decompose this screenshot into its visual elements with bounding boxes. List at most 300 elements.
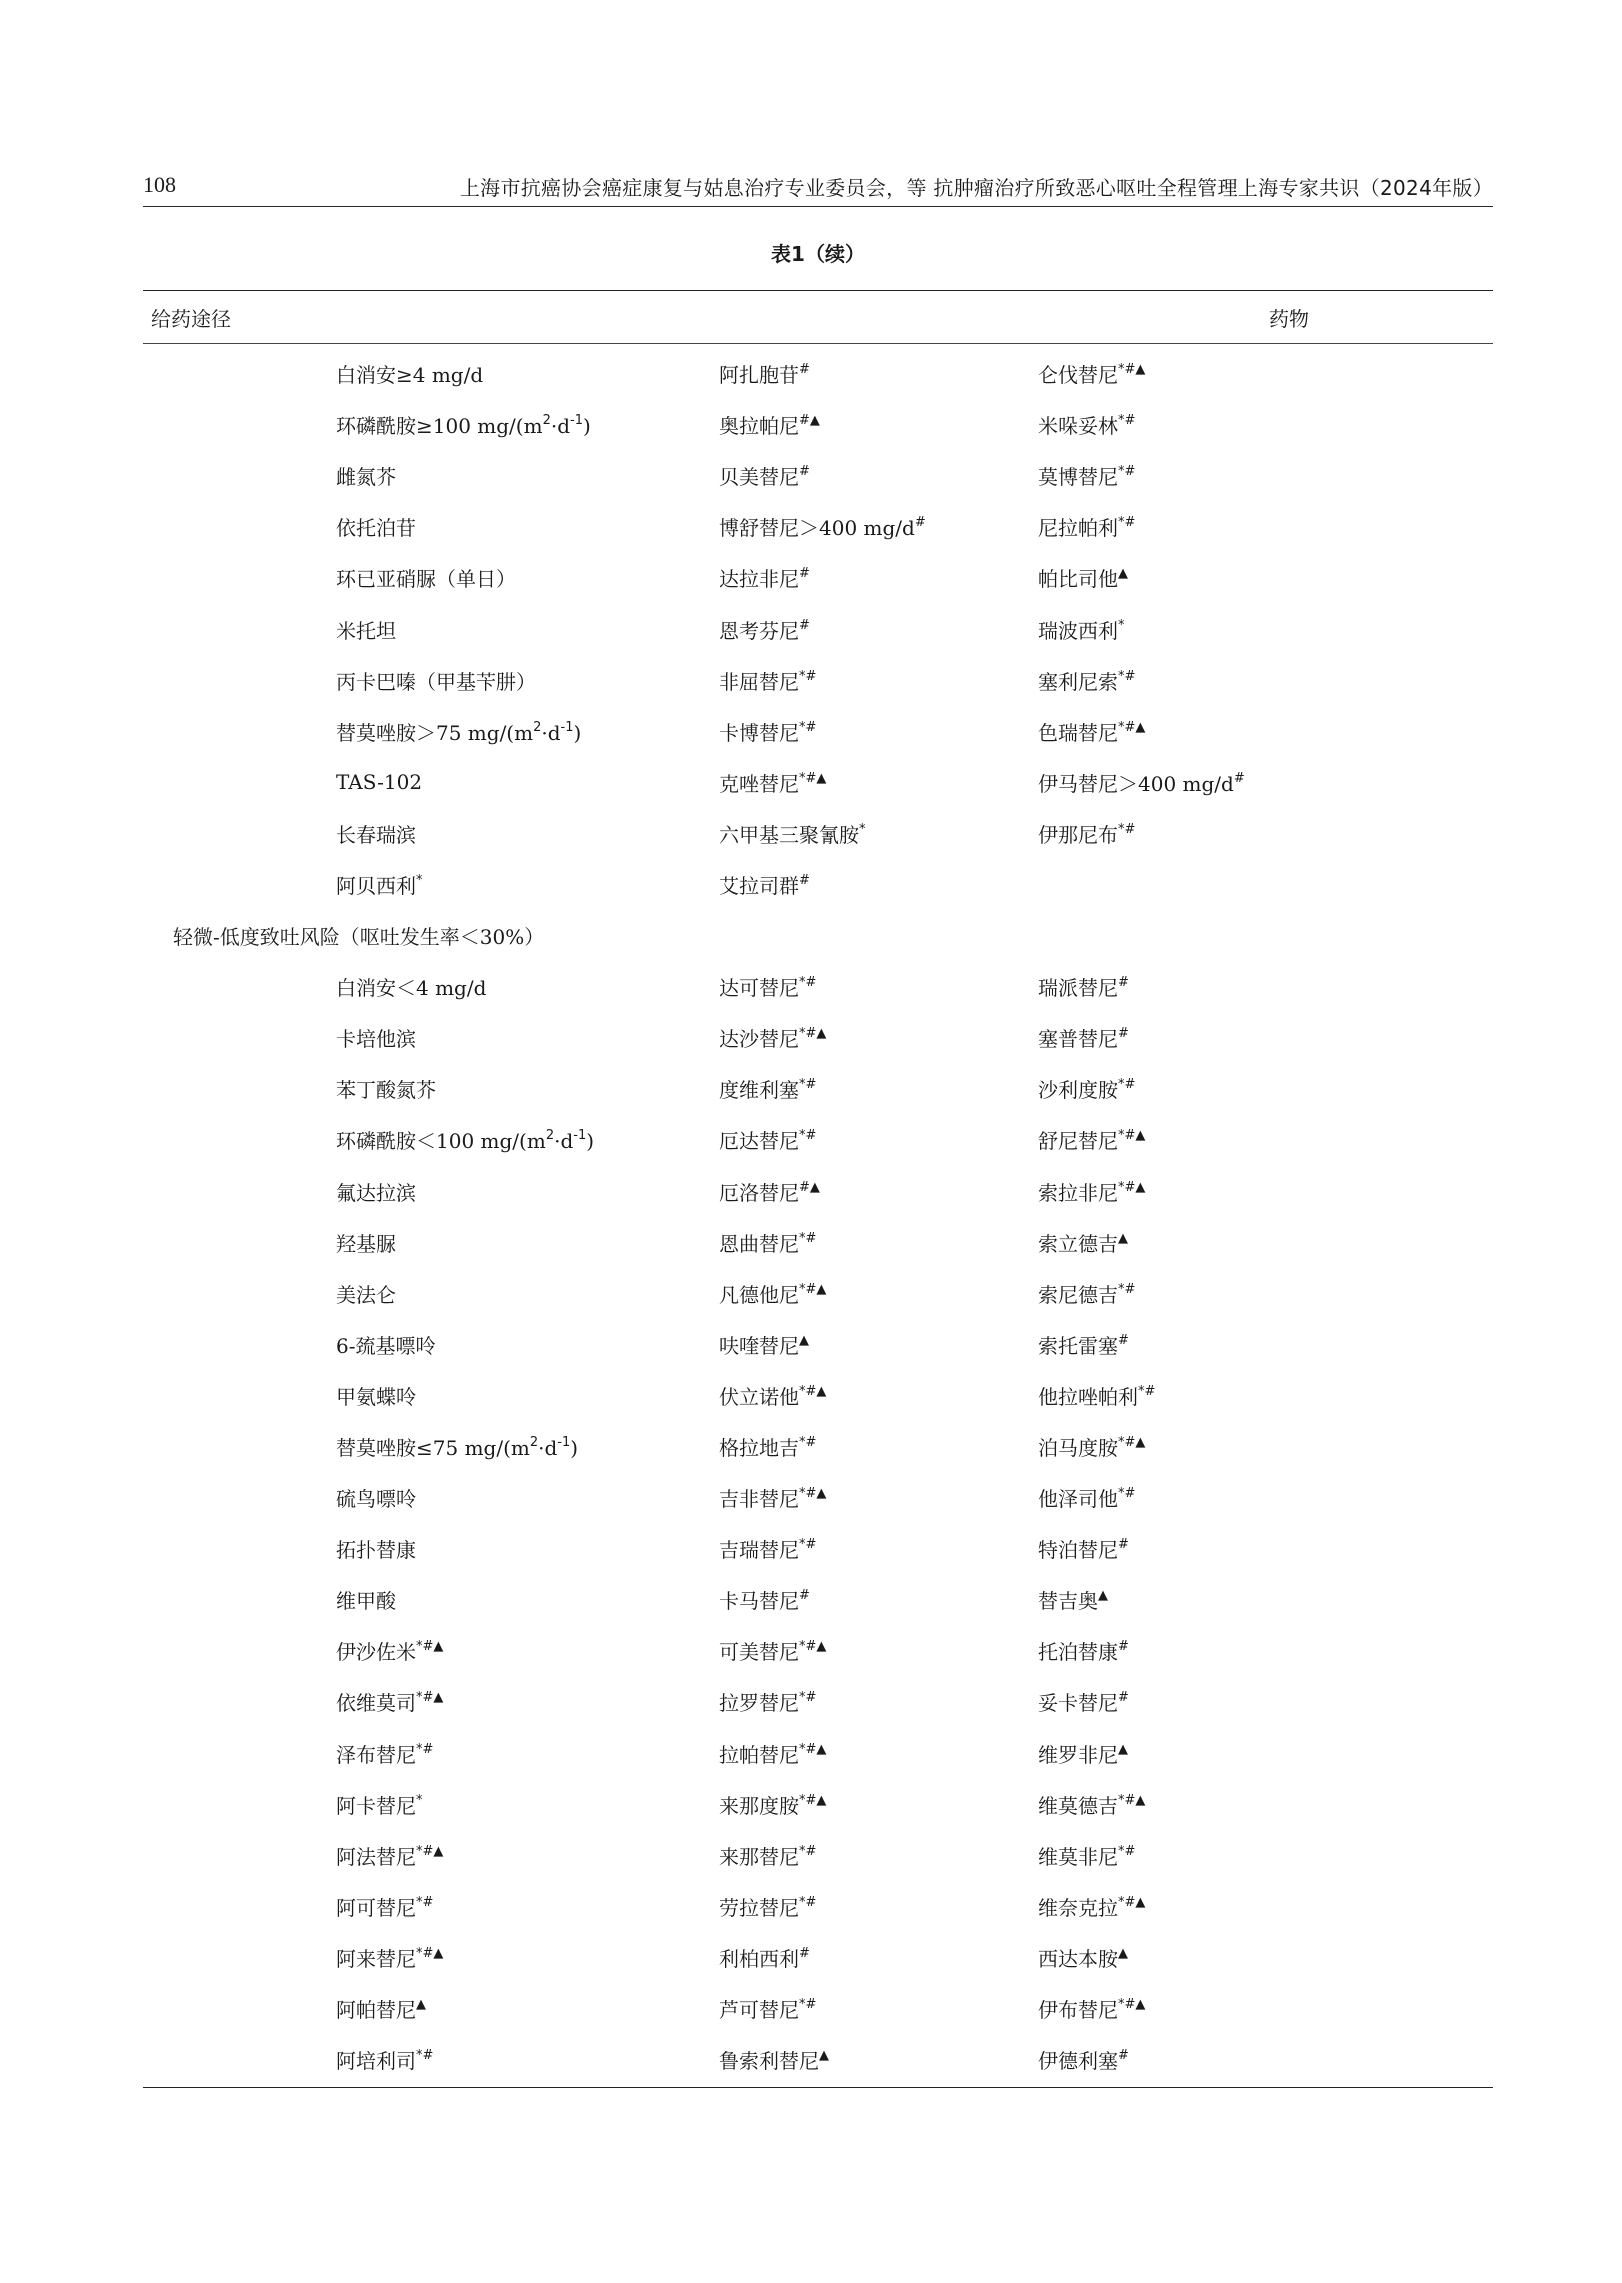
annotation-mark: *#▲ bbox=[1118, 1792, 1146, 1808]
annotation-mark: 2 bbox=[545, 1128, 555, 1144]
annotation-mark: # bbox=[799, 1945, 810, 1961]
annotation-mark: # bbox=[799, 362, 810, 378]
annotation-mark: # bbox=[799, 464, 810, 480]
route-drug-cell bbox=[143, 1268, 719, 1319]
annotation-mark: # bbox=[1118, 1690, 1129, 1706]
drug-name: 色瑞替尼 bbox=[1038, 720, 1118, 745]
drug-name: 拉帕替尼 bbox=[719, 1742, 799, 1767]
drug-cell-col2 bbox=[719, 1370, 1038, 1421]
drug-name: 替吉奥 bbox=[1038, 1589, 1098, 1614]
drug-name: 拓扑替康 bbox=[336, 1538, 416, 1563]
annotation-mark: *# bbox=[416, 1894, 434, 1910]
unit-exponent: -1 bbox=[557, 1435, 571, 1451]
drug-cell-col2 bbox=[719, 1881, 1038, 1932]
route-drug-cell bbox=[143, 1166, 719, 1217]
drug-cell-col3 bbox=[1038, 1217, 1493, 1268]
annotation-mark: *# bbox=[799, 1894, 817, 1910]
drug-name: 氟达拉滨 bbox=[336, 1180, 416, 1205]
annotation-mark: *#▲ bbox=[799, 1486, 827, 1502]
route-drug-cell bbox=[143, 399, 719, 450]
drug-name: 贝美替尼 bbox=[719, 465, 799, 490]
drug-cell-col3 bbox=[1038, 1932, 1493, 1983]
annotation-mark: *# bbox=[799, 1128, 817, 1144]
route-drug-cell bbox=[143, 501, 719, 552]
drug-name: 美法仑 bbox=[336, 1282, 396, 1307]
table-row bbox=[143, 450, 1493, 501]
annotation-mark: *# bbox=[1118, 821, 1136, 837]
drug-cell-col3 bbox=[1038, 1012, 1493, 1063]
route-drug-cell bbox=[143, 1574, 719, 1625]
annotation-mark: # bbox=[799, 617, 810, 633]
table-row bbox=[143, 706, 1493, 757]
annotation-mark: ▲ bbox=[819, 2048, 829, 2064]
table-row bbox=[143, 1166, 1493, 1217]
table-row bbox=[143, 961, 1493, 1012]
route-drug-cell bbox=[143, 1983, 719, 2034]
drug-name: 莫博替尼 bbox=[1038, 465, 1118, 490]
drug-name: 来那度胺 bbox=[719, 1793, 799, 1818]
annotation-mark: *# bbox=[1118, 515, 1136, 531]
drug-cell-col3 bbox=[1038, 961, 1493, 1012]
drug-name: 维奈克拉 bbox=[1038, 1895, 1118, 1920]
table-row bbox=[143, 501, 1493, 552]
route-drug-cell bbox=[143, 808, 719, 859]
annotation-mark: * bbox=[1118, 617, 1125, 633]
drug-name: 阿可替尼 bbox=[336, 1895, 416, 1920]
drug-cell-col2 bbox=[719, 1472, 1038, 1523]
annotation-mark: *#▲ bbox=[799, 1741, 827, 1757]
running-title: 上海市抗癌协会癌症康复与姑息治疗专业委员会，等 抗肿瘤治疗所致恶心呕吐全程管理上海专家共识（2024年版） bbox=[459, 176, 1493, 200]
drug-cell-col2 bbox=[719, 1063, 1038, 1114]
annotation-mark: *# bbox=[1118, 413, 1136, 429]
drug-cell-col3 bbox=[1038, 1881, 1493, 1932]
annotation-mark: *#▲ bbox=[1118, 362, 1146, 378]
annotation-mark: *# bbox=[1138, 1383, 1156, 1399]
annotation-mark: *#▲ bbox=[416, 1945, 444, 1961]
annotation-mark: *#▲ bbox=[1118, 1128, 1146, 1144]
table-row bbox=[143, 1319, 1493, 1370]
unit-text: ·d bbox=[554, 1129, 574, 1154]
drug-cell-col3 bbox=[1038, 1676, 1493, 1727]
drug-cell-col2 bbox=[719, 603, 1038, 654]
drug-table bbox=[143, 290, 1493, 2088]
annotation-mark: #▲ bbox=[799, 413, 820, 429]
annotation-mark: 2 bbox=[533, 719, 542, 735]
drug-name: 劳拉替尼 bbox=[719, 1895, 799, 1920]
drug-name: 雌氮芥 bbox=[336, 465, 396, 490]
drug-name: 达可替尼 bbox=[719, 976, 799, 1001]
table-row bbox=[143, 1217, 1493, 1268]
drug-cell-col3 bbox=[1038, 859, 1493, 910]
annotation-mark: ▲ bbox=[1118, 1945, 1128, 1961]
annotation-mark: # bbox=[1118, 1332, 1129, 1348]
annotation-mark: # bbox=[799, 872, 810, 888]
route-drug-cell bbox=[143, 1779, 719, 1830]
annotation-mark: # bbox=[799, 1588, 810, 1604]
table-row bbox=[143, 1779, 1493, 1830]
drug-name: 依托泊苷 bbox=[336, 516, 416, 541]
drug-cell-col3 bbox=[1038, 399, 1493, 450]
annotation-mark: *# bbox=[799, 1435, 817, 1451]
drug-cell-col2 bbox=[719, 1625, 1038, 1676]
drug-name: 瑞派替尼 bbox=[1038, 976, 1118, 1001]
drug-cell-col3 bbox=[1038, 344, 1493, 400]
drug-cell-col3 bbox=[1038, 1370, 1493, 1421]
annotation-mark: *# bbox=[1118, 668, 1136, 684]
drug-cell-col3 bbox=[1038, 1728, 1493, 1779]
drug-name: 六甲基三聚氰胺 bbox=[719, 822, 859, 847]
drug-cell-col3 bbox=[1038, 1421, 1493, 1472]
column-header-drug: 药物 bbox=[719, 291, 1493, 344]
table-row bbox=[143, 603, 1493, 654]
annotation-mark: # bbox=[1118, 1026, 1129, 1042]
table-row bbox=[143, 552, 1493, 603]
annotation-mark: *# bbox=[799, 1077, 817, 1093]
unit-text: ·d bbox=[550, 414, 571, 439]
drug-cell-col3 bbox=[1038, 1830, 1493, 1881]
table-header-row bbox=[143, 291, 1493, 344]
annotation-mark: *#▲ bbox=[1118, 1435, 1146, 1451]
annotation-mark: *#▲ bbox=[799, 1281, 827, 1297]
route-drug-cell bbox=[143, 1472, 719, 1523]
drug-name: 非屈替尼 bbox=[719, 669, 799, 694]
drug-cell-col2 bbox=[719, 1114, 1038, 1165]
drug-name: 拉罗替尼 bbox=[719, 1691, 799, 1716]
unit-exponent: -1 bbox=[560, 719, 574, 735]
drug-name: 索拉非尼 bbox=[1038, 1180, 1118, 1205]
drug-name: 阿卡替尼 bbox=[336, 1793, 416, 1818]
drug-cell-col2 bbox=[719, 1574, 1038, 1625]
table-row bbox=[143, 1472, 1493, 1523]
drug-name: 吉非替尼 bbox=[719, 1487, 799, 1512]
drug-cell-col3 bbox=[1038, 1625, 1493, 1676]
drug-cell-col3 bbox=[1038, 501, 1493, 552]
table-row bbox=[143, 1268, 1493, 1319]
table-row bbox=[143, 1881, 1493, 1932]
table-row bbox=[143, 399, 1493, 450]
drug-cell-col2 bbox=[719, 1983, 1038, 2034]
route-drug-cell bbox=[143, 450, 719, 501]
annotation-mark: *#▲ bbox=[799, 1639, 827, 1655]
drug-cell-col2 bbox=[719, 808, 1038, 859]
annotation-mark: # bbox=[1118, 975, 1129, 991]
annotation-mark: ▲ bbox=[1098, 1588, 1108, 1604]
drug-name: 凡德他尼 bbox=[719, 1282, 799, 1307]
drug-name: 博舒替尼＞400 mg/d bbox=[719, 516, 915, 541]
drug-name: 阿培利司 bbox=[336, 2049, 416, 2074]
drug-name: 恩考芬尼 bbox=[719, 618, 799, 643]
annotation-mark: ▲ bbox=[1118, 566, 1128, 582]
table-row bbox=[143, 2034, 1493, 2088]
annotation-mark: *# bbox=[799, 719, 817, 735]
annotation-mark: *# bbox=[799, 1843, 817, 1859]
drug-cell-col2 bbox=[719, 1728, 1038, 1779]
drug-cell-col2 bbox=[719, 1012, 1038, 1063]
drug-name: 羟基脲 bbox=[336, 1231, 396, 1256]
annotation-mark: # bbox=[1118, 1639, 1129, 1655]
drug-name: 妥卡替尼 bbox=[1038, 1691, 1118, 1716]
route-drug-cell bbox=[143, 1676, 719, 1727]
drug-name: 维莫非尼 bbox=[1038, 1844, 1118, 1869]
drug-name: 他拉唑帕利 bbox=[1038, 1384, 1138, 1409]
drug-name: 替莫唑胺＞75 mg/(m bbox=[336, 720, 534, 745]
route-drug-cell bbox=[143, 1370, 719, 1421]
drug-name: 来那替尼 bbox=[719, 1844, 799, 1869]
table-row bbox=[143, 1932, 1493, 1983]
drug-name: 伊布替尼 bbox=[1038, 1998, 1118, 2023]
drug-name: 瑞波西利 bbox=[1038, 618, 1118, 643]
table-row bbox=[143, 757, 1493, 808]
drug-cell-col2 bbox=[719, 1830, 1038, 1881]
drug-name: 沙利度胺 bbox=[1038, 1078, 1118, 1103]
annotation-mark: 2 bbox=[529, 1435, 539, 1451]
route-drug-cell bbox=[143, 655, 719, 706]
drug-cell-col3 bbox=[1038, 808, 1493, 859]
annotation-mark: ▲ bbox=[416, 1997, 426, 2013]
annotation-mark: *# bbox=[799, 1690, 817, 1706]
drug-name: 丙卡巴嗪（甲基苄肼） bbox=[336, 669, 536, 694]
unit-text: ) bbox=[582, 414, 591, 439]
table-row bbox=[143, 1625, 1493, 1676]
drug-name: 伊德利塞 bbox=[1038, 2049, 1118, 2074]
drug-name: 利柏西利 bbox=[719, 1946, 799, 1971]
route-drug-cell bbox=[143, 1932, 719, 1983]
annotation-mark: * bbox=[859, 821, 866, 837]
drug-name: 托泊替康 bbox=[1038, 1640, 1118, 1665]
annotation-mark: * bbox=[416, 872, 423, 888]
drug-name: 维甲酸 bbox=[336, 1589, 396, 1614]
drug-name: 米哚妥林 bbox=[1038, 414, 1118, 439]
drug-name: 特泊替尼 bbox=[1038, 1538, 1118, 1563]
drug-name: 阿扎胞苷 bbox=[719, 363, 799, 388]
drug-name: 长春瑞滨 bbox=[336, 822, 416, 847]
annotation-mark: #▲ bbox=[799, 1179, 820, 1195]
drug-name: TAS-102 bbox=[336, 770, 423, 795]
drug-name: 维莫德吉 bbox=[1038, 1793, 1118, 1818]
route-drug-cell bbox=[143, 1319, 719, 1370]
drug-name: 环磷酰胺≥100 mg/(m bbox=[336, 414, 543, 439]
drug-cell-col2 bbox=[719, 552, 1038, 603]
annotation-mark: 2 bbox=[542, 413, 551, 429]
drug-cell-col3 bbox=[1038, 1114, 1493, 1165]
table-row bbox=[143, 1728, 1493, 1779]
drug-name: 塞普替尼 bbox=[1038, 1027, 1118, 1052]
annotation-mark: * bbox=[416, 1792, 423, 1808]
drug-name: 克唑替尼 bbox=[719, 771, 799, 796]
drug-name: 仑伐替尼 bbox=[1038, 363, 1118, 388]
drug-cell-col2 bbox=[719, 1319, 1038, 1370]
annotation-mark: *# bbox=[799, 975, 817, 991]
annotation-mark: *# bbox=[1118, 1843, 1136, 1859]
route-drug-cell bbox=[143, 1881, 719, 1932]
drug-name: 达拉非尼 bbox=[719, 567, 799, 592]
unit-text: ·d bbox=[541, 720, 561, 745]
drug-cell-col2 bbox=[719, 344, 1038, 400]
drug-name: 奥拉帕尼 bbox=[719, 414, 799, 439]
drug-name: 6-巯基嘌呤 bbox=[336, 1333, 436, 1358]
drug-name: 苯丁酸氮芥 bbox=[336, 1078, 436, 1103]
drug-cell-col3 bbox=[1038, 1779, 1493, 1830]
drug-cell-col2 bbox=[719, 961, 1038, 1012]
drug-name: 米托坦 bbox=[336, 618, 396, 643]
drug-cell-col3 bbox=[1038, 552, 1493, 603]
drug-cell-col3 bbox=[1038, 757, 1493, 808]
drug-name: 帕比司他 bbox=[1038, 567, 1118, 592]
annotation-mark: # bbox=[1118, 2048, 1129, 2064]
annotation-mark: *# bbox=[1118, 1077, 1136, 1093]
table-row bbox=[143, 1421, 1493, 1472]
unit-text: ) bbox=[570, 1436, 579, 1461]
drug-name: 白消安≥4 mg/d bbox=[336, 363, 484, 388]
drug-name: 格拉地吉 bbox=[719, 1436, 799, 1461]
risk-category-label: 轻微-低度致吐风险（呕吐发生率＜30%） bbox=[173, 925, 545, 950]
drug-name: 环已亚硝脲（单日） bbox=[336, 567, 516, 592]
drug-name: 伊沙佐米 bbox=[336, 1640, 416, 1665]
annotation-mark: *#▲ bbox=[416, 1639, 444, 1655]
drug-cell-col2 bbox=[719, 1932, 1038, 1983]
drug-cell-col2 bbox=[719, 706, 1038, 757]
drug-cell-col2 bbox=[719, 1217, 1038, 1268]
table-row bbox=[143, 1830, 1493, 1881]
annotation-mark: ▲ bbox=[799, 1332, 809, 1348]
annotation-mark: *# bbox=[799, 1230, 817, 1246]
route-drug-cell bbox=[143, 1830, 719, 1881]
table-row bbox=[143, 344, 1493, 400]
drug-cell-col2 bbox=[719, 1523, 1038, 1574]
table-row bbox=[143, 1063, 1493, 1114]
table-row bbox=[143, 1370, 1493, 1421]
drug-name: 泊马度胺 bbox=[1038, 1436, 1118, 1461]
table-row bbox=[143, 1983, 1493, 2034]
annotation-mark: *#▲ bbox=[799, 770, 827, 786]
drug-name: 卡博替尼 bbox=[719, 720, 799, 745]
drug-cell-col2 bbox=[719, 1421, 1038, 1472]
drug-cell-col2 bbox=[719, 450, 1038, 501]
drug-cell-col3 bbox=[1038, 603, 1493, 654]
annotation-mark: *#▲ bbox=[1118, 1179, 1146, 1195]
route-drug-cell bbox=[143, 961, 719, 1012]
table-row bbox=[143, 1012, 1493, 1063]
drug-name: 厄达替尼 bbox=[719, 1129, 799, 1154]
route-drug-cell bbox=[143, 552, 719, 603]
drug-cell-col3 bbox=[1038, 1166, 1493, 1217]
table-caption: 表1（续） bbox=[771, 242, 865, 266]
drug-cell-col2 bbox=[719, 1166, 1038, 1217]
table-row bbox=[143, 1574, 1493, 1625]
annotation-mark: *# bbox=[1118, 1486, 1136, 1502]
drug-cell-col3 bbox=[1038, 2034, 1493, 2088]
drug-cell-col2 bbox=[719, 2034, 1038, 2088]
route-drug-cell bbox=[143, 1012, 719, 1063]
drug-name: 度维利塞 bbox=[719, 1078, 799, 1103]
drug-cell-col3 bbox=[1038, 450, 1493, 501]
drug-name: 白消安＜4 mg/d bbox=[336, 976, 487, 1001]
drug-name: 鲁索利替尼 bbox=[719, 2049, 819, 2074]
drug-cell-col3 bbox=[1038, 1268, 1493, 1319]
drug-name: 吉瑞替尼 bbox=[719, 1538, 799, 1563]
drug-name: 索尼德吉 bbox=[1038, 1282, 1118, 1307]
drug-name: 艾拉司群 bbox=[719, 873, 799, 898]
unit-text: ) bbox=[586, 1129, 595, 1154]
route-drug-cell bbox=[143, 1217, 719, 1268]
route-drug-cell bbox=[143, 603, 719, 654]
route-drug-cell bbox=[143, 1728, 719, 1779]
drug-name: 卡马替尼 bbox=[719, 1589, 799, 1614]
annotation-mark: # bbox=[799, 566, 810, 582]
drug-cell-col3 bbox=[1038, 655, 1493, 706]
route-drug-cell bbox=[143, 2034, 719, 2088]
drug-name: 依维莫司 bbox=[336, 1691, 416, 1716]
page-number: 108 bbox=[143, 172, 176, 197]
drug-name: 卡培他滨 bbox=[336, 1027, 416, 1052]
annotation-mark: *#▲ bbox=[799, 1026, 827, 1042]
route-drug-cell bbox=[143, 706, 719, 757]
drug-cell-col2 bbox=[719, 655, 1038, 706]
annotation-mark: *#▲ bbox=[416, 1843, 444, 1859]
route-drug-cell bbox=[143, 757, 719, 808]
table-row bbox=[143, 655, 1493, 706]
table-row bbox=[143, 1676, 1493, 1727]
drug-name: 伊马替尼＞400 mg/d bbox=[1038, 771, 1234, 796]
drug-name: 西达本胺 bbox=[1038, 1946, 1118, 1971]
drug-name: 伏立诺他 bbox=[719, 1384, 799, 1409]
drug-cell-col2 bbox=[719, 501, 1038, 552]
annotation-mark: ▲ bbox=[1118, 1230, 1128, 1246]
route-drug-cell bbox=[143, 344, 719, 400]
annotation-mark: ▲ bbox=[1118, 1741, 1128, 1757]
drug-name: 索立德吉 bbox=[1038, 1231, 1118, 1256]
annotation-mark: *# bbox=[416, 2048, 434, 2064]
route-drug-cell bbox=[143, 1063, 719, 1114]
annotation-mark: # bbox=[1233, 770, 1245, 786]
drug-name: 达沙替尼 bbox=[719, 1027, 799, 1052]
annotation-mark: *# bbox=[1118, 464, 1136, 480]
drug-name: 呋喹替尼 bbox=[719, 1333, 799, 1358]
column-header-route: 给药途径 bbox=[143, 291, 719, 344]
drug-cell-col3 bbox=[1038, 1319, 1493, 1370]
unit-text: ·d bbox=[538, 1436, 558, 1461]
drug-name: 恩曲替尼 bbox=[719, 1231, 799, 1256]
drug-name: 厄洛替尼 bbox=[719, 1180, 799, 1205]
drug-name: 泽布替尼 bbox=[336, 1742, 416, 1767]
drug-name: 阿贝西利 bbox=[336, 873, 416, 898]
drug-name: 舒尼替尼 bbox=[1038, 1129, 1118, 1154]
drug-name: 他泽司他 bbox=[1038, 1487, 1118, 1512]
drug-cell-col3 bbox=[1038, 1574, 1493, 1625]
drug-cell-col2 bbox=[719, 399, 1038, 450]
drug-cell-col3 bbox=[1038, 1983, 1493, 2034]
drug-name: 阿法替尼 bbox=[336, 1844, 416, 1869]
drug-name: 伊那尼布 bbox=[1038, 822, 1118, 847]
table-row bbox=[143, 808, 1493, 859]
drug-cell-col3 bbox=[1038, 706, 1493, 757]
unit-exponent: -1 bbox=[570, 413, 583, 429]
drug-name: 替莫唑胺≤75 mg/(m bbox=[336, 1436, 530, 1461]
drug-name: 芦可替尼 bbox=[719, 1998, 799, 2023]
annotation-mark: *#▲ bbox=[799, 1792, 827, 1808]
route-drug-cell bbox=[143, 1114, 719, 1165]
annotation-mark: *#▲ bbox=[799, 1383, 827, 1399]
route-drug-cell bbox=[143, 859, 719, 910]
drug-name: 塞利尼索 bbox=[1038, 669, 1118, 694]
drug-name: 环磷酰胺＜100 mg/(m bbox=[336, 1129, 546, 1154]
annotation-mark: *# bbox=[1118, 1281, 1136, 1297]
drug-cell-col2 bbox=[719, 859, 1038, 910]
table-body bbox=[143, 344, 1493, 2088]
annotation-mark: # bbox=[1118, 1537, 1129, 1553]
drug-cell-col2 bbox=[719, 1268, 1038, 1319]
annotation-mark: *#▲ bbox=[1118, 1894, 1146, 1910]
